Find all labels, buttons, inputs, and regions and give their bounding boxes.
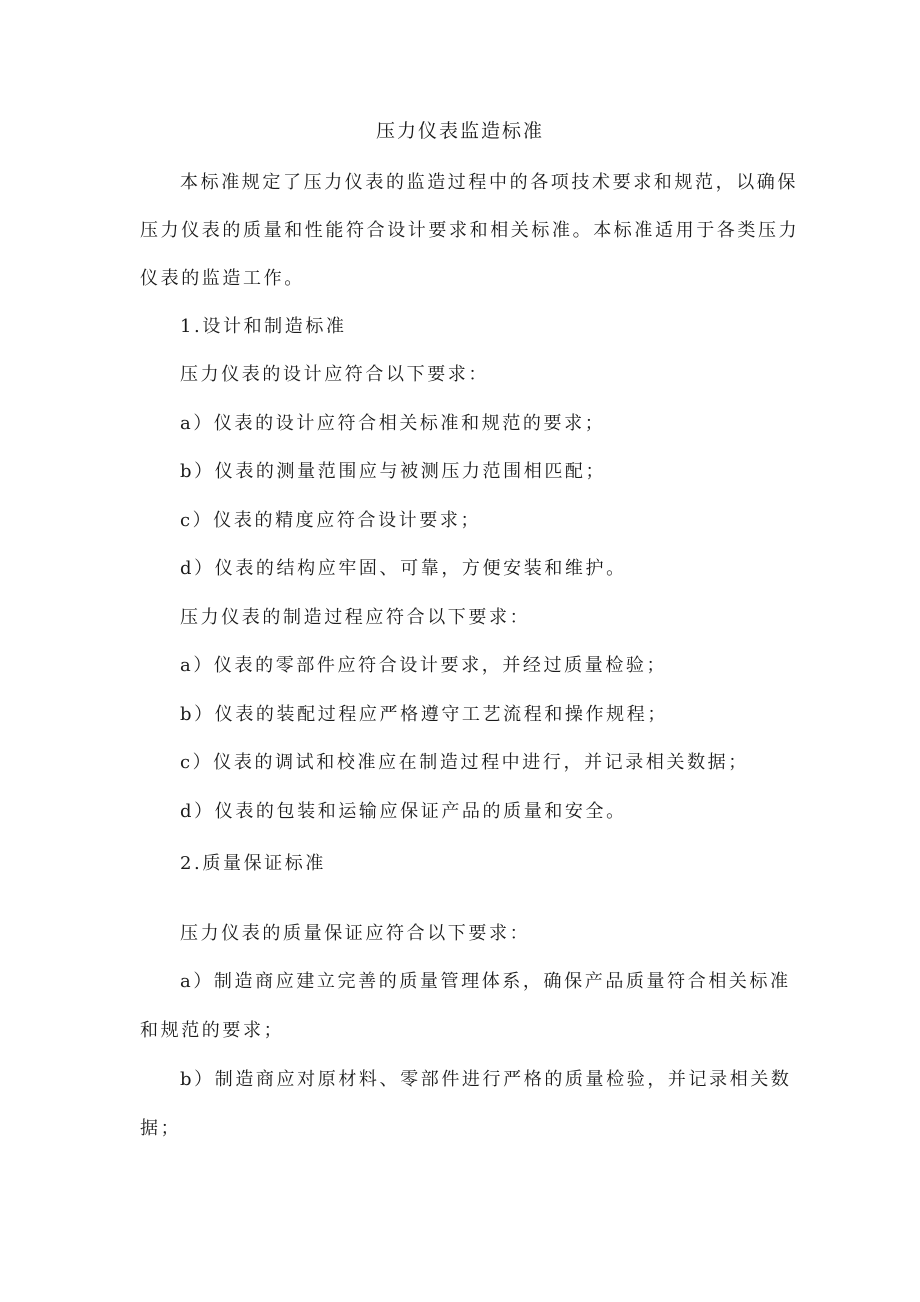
manufacture-item-d: d）仪表的包装和运输应保证产品的质量和安全。 [180,801,627,822]
manufacture-item-a: a）仪表的零部件应符合设计要求，并经过质量检验； [180,655,668,676]
section-2-heading: 2.质量保证标准 [180,853,326,874]
quality-item-b-line-1: b）制造商应对原材料、零部件进行严格的质量检验，并记录相关数 [180,1069,792,1090]
design-item-a: a）仪表的设计应符合相关标准和规范的要求； [180,413,606,434]
quality-requirements-lead: 压力仪表的质量保证应符合以下要求： [180,923,531,944]
quality-item-a-line-1: a）制造商应建立完善的质量管理体系，确保产品质量符合相关标准 [180,971,791,992]
manufacture-item-b: b）仪表的装配过程应严格遵守工艺流程和操作规程； [180,704,668,725]
document-title: 压力仪表监造标准 [375,120,544,142]
design-item-c: c）仪表的精度应符合设计要求； [180,510,482,531]
intro-line-1: 本标准规定了压力仪表的监造过程中的各项技术要求和规范，以确保 [180,172,798,193]
intro-line-3: 仪表的监造工作。 [140,268,305,289]
manufacture-item-c: c）仪表的调试和校准应在制造过程中进行，并记录相关数据； [180,752,749,773]
design-item-d: d）仪表的结构应牢固、可靠，方便安装和维护。 [180,558,627,579]
design-requirements-lead: 压力仪表的设计应符合以下要求： [180,364,489,385]
design-item-b: b）仪表的测量范围应与被测压力范围相匹配； [180,461,607,482]
manufacture-requirements-lead: 压力仪表的制造过程应符合以下要求： [180,607,531,628]
intro-line-2: 压力仪表的质量和性能符合设计要求和相关标准。本标准适用于各类压力 [140,220,800,241]
quality-item-a-line-2: 和规范的要求； [140,1020,285,1041]
quality-item-b-line-2: 据； [140,1118,182,1139]
section-1-heading: 1.设计和制造标准 [180,316,347,337]
